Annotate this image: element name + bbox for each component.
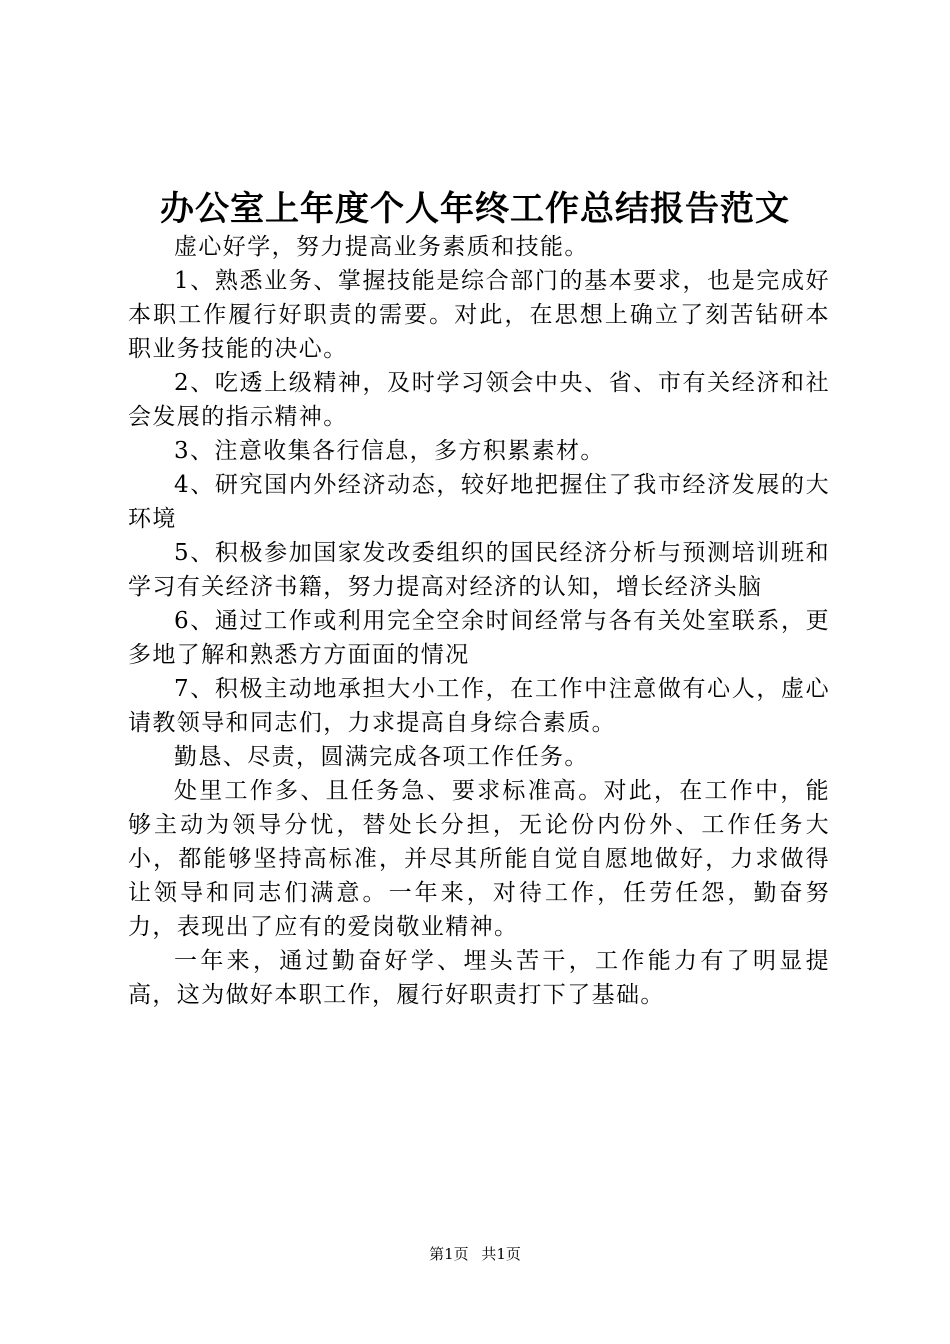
paragraph: 7、积极主动地承担大小工作，在工作中注意做有心人，虚心请教领导和同志们，力求提高自身综合素质。 [128,676,830,736]
page-total: 共1页 [481,1245,521,1263]
paragraph: 勤恳、尽责，圆满完成各项工作任务。 [174,744,589,770]
paragraph: 一年来，通过勤奋好学、埋头苦干，工作能力有了明显提高，这为做好本职工作，履行好职责打下了基础。 [128,948,830,1008]
paragraph: 4、研究国内外经济动态，较好地把握住了我市经济发展的大环境 [128,472,830,532]
paragraph: 虚心好学，努力提高业务素质和技能。 [174,234,589,260]
paragraph: 处里工作多、且任务急、要求标准高。对此，在工作中，能够主动为领导分忧，替处长分担，无论份内份外、工作任务大小，都能够坚持高标准，并尽其所能自觉自愿地做好，力求做得让领导和同志们满意。一年来，对待工作，任劳任怨，勤奋努力，表现出了应有的爱岗敬业精神。 [128,778,830,940]
paragraph: 5、积极参加国家发改委组织的国民经济分析与预测培训班和学习有关经济书籍，努力提高对经济的认知，增长经济头脑 [128,540,830,600]
paragraph: 2、吃透上级精神，及时学习领会中央、省、市有关经济和社会发展的指示精神。 [128,370,830,430]
page-number: 第1页 [429,1245,469,1263]
paragraph: 6、通过工作或利用完全空余时间经常与各有关处室联系，更多地了解和熟悉方方面面的情况 [128,608,830,668]
paragraph: 1、熟悉业务、掌握技能是综合部门的基本要求，也是完成好本职工作履行好职责的需要。对此，在思想上确立了刻苦钻研本职业务技能的决心。 [128,268,830,362]
paragraph: 3、注意收集各行信息，多方积累素材。 [174,438,605,464]
page-footer [0,1244,950,1264]
document-body [128,230,830,1012]
document-title: 办公室上年度个人年终工作总结报告范文 [160,189,790,229]
